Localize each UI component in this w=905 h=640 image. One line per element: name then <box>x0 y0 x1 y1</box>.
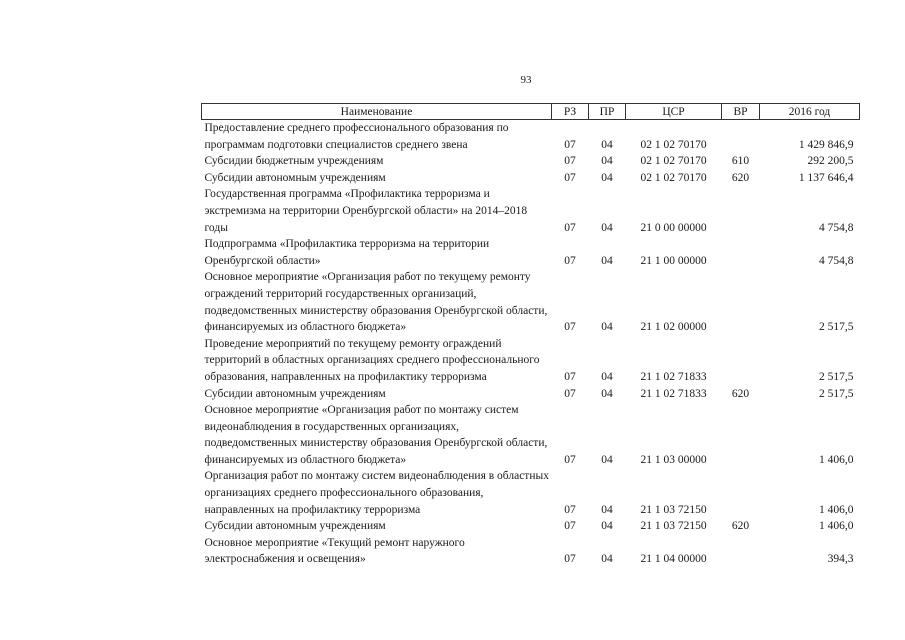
table-row <box>202 336 860 386</box>
row-csr: 21 1 00 00000 <box>640 254 707 267</box>
row-pr: 04 <box>601 221 613 234</box>
row-name: Организация работ по монтажу систем видеонаблюдения в областных организациях среднего профессионального образования, направленных на профилактику терроризма <box>204 470 549 516</box>
row-csr: 21 1 03 00000 <box>640 453 707 466</box>
row-name: Предоставление среднего профессионального образования по программам подготовки специалистов среднего звена <box>204 122 509 151</box>
row-csr: 21 0 00 00000 <box>640 221 707 234</box>
row-sum: 1 137 646,4 <box>798 171 854 184</box>
page-number: 93 <box>520 74 532 86</box>
row-vr: 620 <box>731 171 750 184</box>
row-vr <box>722 236 760 269</box>
row-sum: 2 517,5 <box>819 387 854 400</box>
row-name: Субсидии автономным учреждениям <box>204 171 386 184</box>
row-sum: 394,3 <box>827 553 854 566</box>
row-vr <box>722 186 760 236</box>
header-rz: РЗ <box>552 104 589 120</box>
row-sum: 1 406,0 <box>819 453 854 466</box>
row-pr: 04 <box>601 553 613 566</box>
table-row <box>202 535 860 568</box>
row-name: Субсидии бюджетным учреждениям <box>204 155 384 168</box>
row-pr: 04 <box>601 155 613 168</box>
row-pr: 04 <box>601 503 613 516</box>
row-csr: 21 1 02 71833 <box>640 387 707 400</box>
row-rz: 07 <box>564 553 576 566</box>
row-rz: 07 <box>564 520 576 533</box>
header-vr: ВР <box>722 104 760 120</box>
header-pr: ПР <box>589 104 626 120</box>
row-name: Основное мероприятие «Организация работ по монтажу систем видеонаблюдения в государственных организациях, подведомственных министерству образования Оренбургской области, финансируемых из областного бюджета» <box>204 404 548 466</box>
row-rz: 07 <box>564 387 576 400</box>
table-row <box>202 120 860 154</box>
table-row <box>202 468 860 518</box>
row-csr: 21 1 04 00000 <box>640 553 707 566</box>
table-row <box>202 386 860 403</box>
row-vr <box>722 336 760 386</box>
row-pr: 04 <box>601 321 613 334</box>
table-header-row <box>202 104 860 120</box>
table-row <box>202 236 860 269</box>
row-rz: 07 <box>564 138 576 151</box>
row-sum: 1 406,0 <box>819 520 854 533</box>
row-csr: 21 1 02 71833 <box>640 370 707 383</box>
row-rz: 07 <box>564 453 576 466</box>
table-row <box>202 518 860 535</box>
row-pr: 04 <box>601 387 613 400</box>
row-csr: 02 1 02 70170 <box>640 155 707 168</box>
row-vr <box>722 468 760 518</box>
row-sum: 1 429 846,9 <box>798 138 854 151</box>
row-rz: 07 <box>564 321 576 334</box>
row-rz: 07 <box>564 254 576 267</box>
row-csr: 02 1 02 70170 <box>640 171 707 184</box>
row-name: Основное мероприятие «Организация работ по текущему ремонту ограждений территорий государственных организаций, подведомственных министерству образования Оренбургской области, финансируемых из областного бюджета» <box>204 271 548 334</box>
row-vr <box>722 535 760 568</box>
row-vr: 620 <box>731 520 750 533</box>
header-csr: ЦСР <box>626 104 722 120</box>
table-row <box>202 402 860 468</box>
row-pr: 04 <box>601 171 613 184</box>
row-name: Основное мероприятие «Текущий ремонт наружного электроснабжения и освещения» <box>204 536 465 566</box>
row-csr: 21 1 03 72150 <box>640 503 707 516</box>
row-sum: 292 200,5 <box>807 155 854 168</box>
row-csr: 21 1 03 72150 <box>640 520 707 533</box>
header-2016: 2016 год <box>760 104 860 120</box>
row-vr <box>722 402 760 468</box>
row-sum: 4 754,8 <box>819 254 854 267</box>
row-vr: 620 <box>731 387 750 400</box>
table-row <box>202 186 860 236</box>
table-row <box>202 153 860 170</box>
row-vr <box>722 120 760 154</box>
row-sum: 1 406,0 <box>819 503 854 516</box>
table-row <box>202 269 860 335</box>
budget-table <box>201 103 860 568</box>
row-name: Подпрограмма «Профилактика терроризма на территории Оренбургской области» <box>204 238 490 267</box>
row-pr: 04 <box>601 520 613 533</box>
row-sum: 2 517,5 <box>819 370 854 383</box>
row-name: Проведение мероприятий по текущему ремонту ограждений территорий в областных организациях среднего профессионального образования, направленных на профилактику терроризма <box>204 337 540 383</box>
row-rz: 07 <box>564 503 576 516</box>
row-rz: 07 <box>564 155 576 168</box>
row-sum: 4 754,8 <box>819 221 854 234</box>
row-rz: 07 <box>564 221 576 234</box>
row-name: Государственная программа «Профилактика терроризма и экстремизма на территории Оренбургской области» на 2014–2018 годы <box>204 188 528 234</box>
row-pr: 04 <box>601 370 613 383</box>
header-name: Наименование <box>202 104 552 120</box>
row-sum: 2 517,5 <box>819 321 854 334</box>
row-rz: 07 <box>564 171 576 184</box>
table-row <box>202 170 860 187</box>
row-pr: 04 <box>601 254 613 267</box>
row-vr: 610 <box>731 155 750 168</box>
row-csr: 02 1 02 70170 <box>640 138 707 151</box>
row-name: Субсидии автономным учреждениям <box>204 520 386 533</box>
row-csr: 21 1 02 00000 <box>640 321 707 334</box>
row-rz: 07 <box>564 370 576 383</box>
row-name: Субсидии автономным учреждениям <box>204 387 386 400</box>
row-vr <box>722 269 760 335</box>
row-pr: 04 <box>601 138 613 151</box>
row-pr: 04 <box>601 453 613 466</box>
